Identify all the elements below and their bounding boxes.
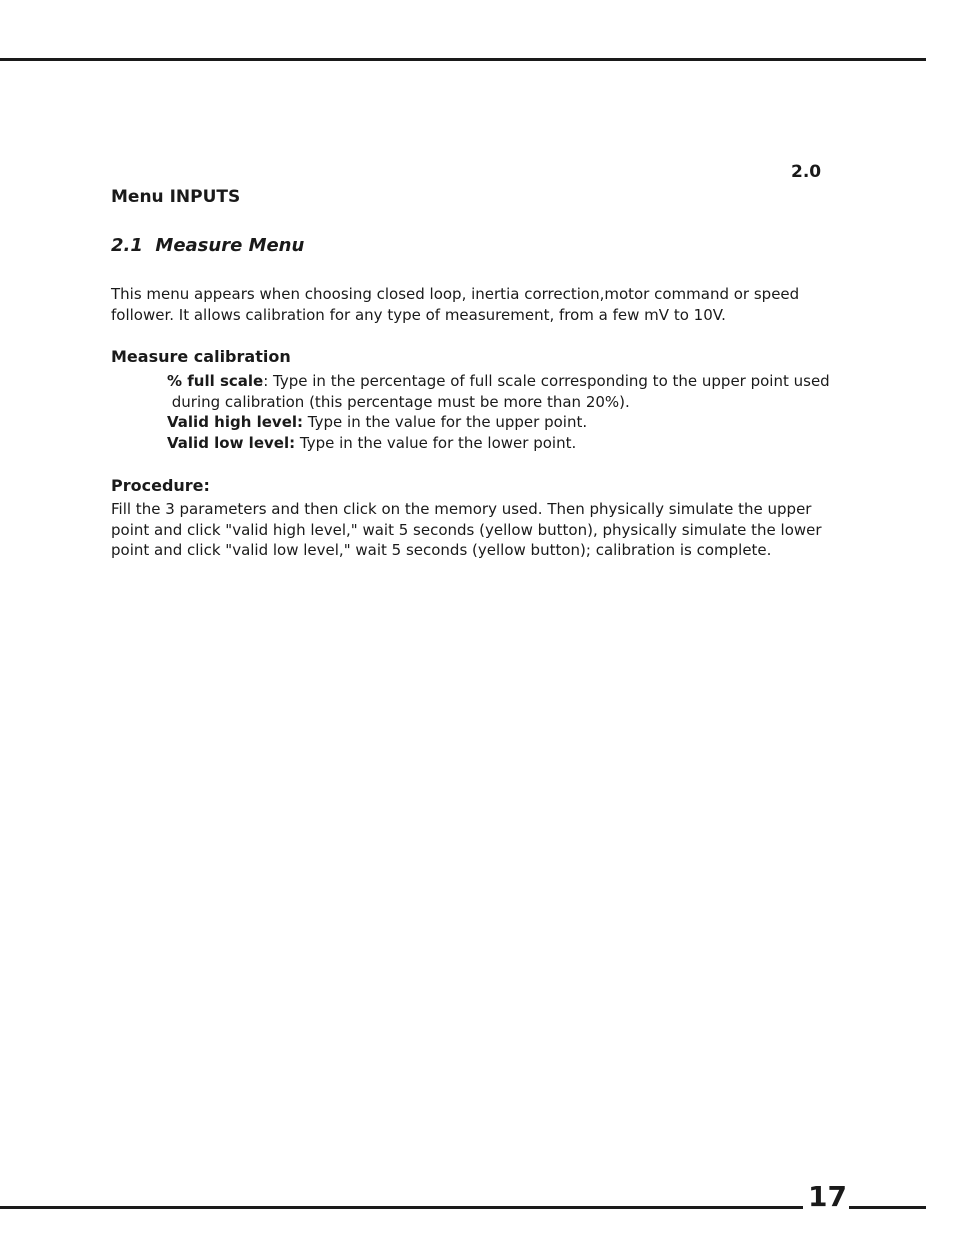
section-number: 2.0 bbox=[791, 162, 822, 182]
param-term: Valid high level: bbox=[167, 413, 304, 431]
param-text: Type in the value for the lower point. bbox=[295, 434, 577, 452]
param-text: Type in the value for the upper point. bbox=[303, 413, 588, 431]
intro-paragraph: This menu appears when choosing closed loop, inertia correction,motor command or speed follower. It allows calibration for any type of measurement, from a few mV to 10V. bbox=[111, 285, 800, 324]
top-rule bbox=[0, 58, 926, 61]
chapter-title: Menu INPUTS bbox=[111, 187, 241, 207]
bottom-rule-left bbox=[0, 1206, 803, 1209]
param-valid-low-level bbox=[167, 433, 857, 454]
procedure-paragraph: Fill the 3 parameters and then click on the memory used. Then physically simulate the upper point and click "valid high level," wait 5 seconds (yellow button), physically simulate the lower point and click "valid low level," wait 5 seconds (yellow button); calibration is complete. bbox=[111, 500, 822, 559]
param-full-scale bbox=[167, 371, 857, 412]
param-text: : Type in the percentage of full scale corresponding to the upper point used bbox=[263, 372, 830, 390]
param-continuation: during calibration (this percentage must be more than 20%). bbox=[167, 392, 630, 411]
page-number: 17 bbox=[808, 1180, 847, 1213]
subsection-title: 2.1 Measure Menu bbox=[111, 235, 305, 256]
procedure-heading: Procedure: bbox=[111, 476, 210, 495]
param-term: Valid low level: bbox=[167, 434, 296, 452]
param-valid-high-level bbox=[167, 412, 857, 433]
bottom-rule-right bbox=[849, 1206, 926, 1209]
param-term: % full scale bbox=[167, 372, 264, 390]
measure-calibration-heading: Measure calibration bbox=[111, 347, 291, 366]
